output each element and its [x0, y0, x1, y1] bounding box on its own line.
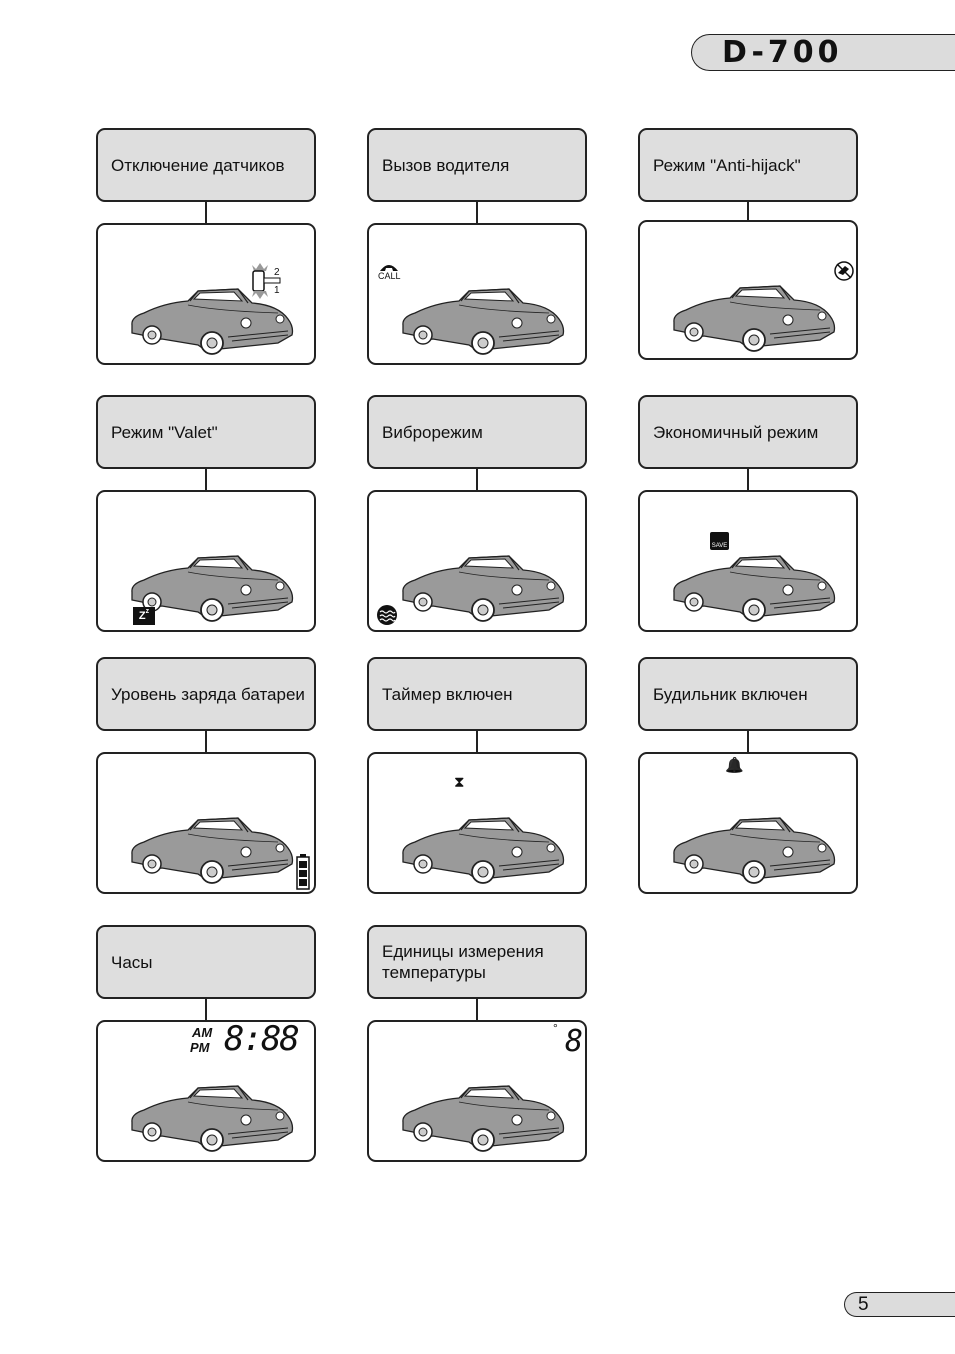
connector	[205, 999, 207, 1021]
connector	[747, 731, 749, 753]
lcd-screen	[638, 220, 858, 360]
hourglass-icon: ⧗	[454, 774, 465, 791]
bell-icon: 🔔	[725, 757, 744, 774]
clock-digits: 8:88	[224, 1019, 298, 1059]
connector	[205, 731, 207, 753]
mode-label: Режим "Anti-hijack"	[638, 128, 858, 202]
model-badge	[691, 34, 955, 71]
lcd-screen	[638, 752, 858, 894]
pm-indicator: PM	[190, 1040, 210, 1055]
valet-icon	[133, 607, 155, 625]
car-icon	[128, 1080, 296, 1152]
car-icon	[670, 280, 838, 352]
mode-label: Экономичный режим	[638, 395, 858, 469]
indicator-text: 2	[274, 267, 280, 278]
indicator-text: z	[145, 608, 150, 615]
lcd-screen	[96, 223, 316, 365]
indicator-text: 1	[274, 285, 280, 296]
vibration-icon	[376, 604, 398, 626]
page-number: 5	[858, 1294, 869, 1315]
connector	[205, 202, 207, 224]
page-number-tab	[844, 1292, 955, 1317]
mode-label: Виброрежим	[367, 395, 587, 469]
mode-label: Часы	[96, 925, 316, 999]
mode-label: Единицы измерения температуры	[367, 925, 587, 999]
lcd-screen	[96, 490, 316, 632]
indicator-text: CALL	[378, 271, 401, 281]
car-icon	[399, 550, 567, 622]
lcd-screen	[638, 490, 858, 632]
mode-label: Отключение датчиков	[96, 128, 316, 202]
connector	[476, 202, 478, 224]
connector	[205, 469, 207, 491]
mode-label: Вызов водителя	[367, 128, 587, 202]
connector	[747, 469, 749, 491]
lcd-screen	[367, 490, 587, 632]
save-icon	[710, 532, 729, 550]
car-icon	[399, 812, 567, 884]
lcd-screen	[96, 752, 316, 894]
lcd-screen	[367, 1020, 587, 1162]
car-icon	[670, 812, 838, 884]
connector	[476, 469, 478, 491]
battery-icon	[296, 854, 310, 890]
car-icon	[399, 1080, 567, 1152]
car-icon	[128, 812, 296, 884]
model-name: D-700	[722, 35, 843, 70]
mode-label: Таймер включен	[367, 657, 587, 731]
mode-label: Режим "Valet"	[96, 395, 316, 469]
degree-symbol: °	[553, 1021, 558, 1035]
lcd-screen	[96, 1020, 316, 1162]
indicator-text: SAVE	[711, 543, 728, 549]
temperature-digit: 8	[565, 1024, 584, 1059]
connector	[476, 999, 478, 1021]
anti-hijack-icon	[833, 260, 855, 282]
connector	[476, 731, 478, 753]
lcd-screen	[367, 752, 587, 894]
car-icon	[399, 283, 567, 355]
mode-label: Уровень заряда батареи	[96, 657, 316, 731]
am-indicator: AM	[192, 1025, 213, 1040]
indicator-text: Z	[138, 610, 146, 622]
sensor-off-icon	[248, 263, 288, 303]
mode-label: Будильник включен	[638, 657, 858, 731]
car-icon	[670, 550, 838, 622]
lcd-screen	[367, 223, 587, 365]
